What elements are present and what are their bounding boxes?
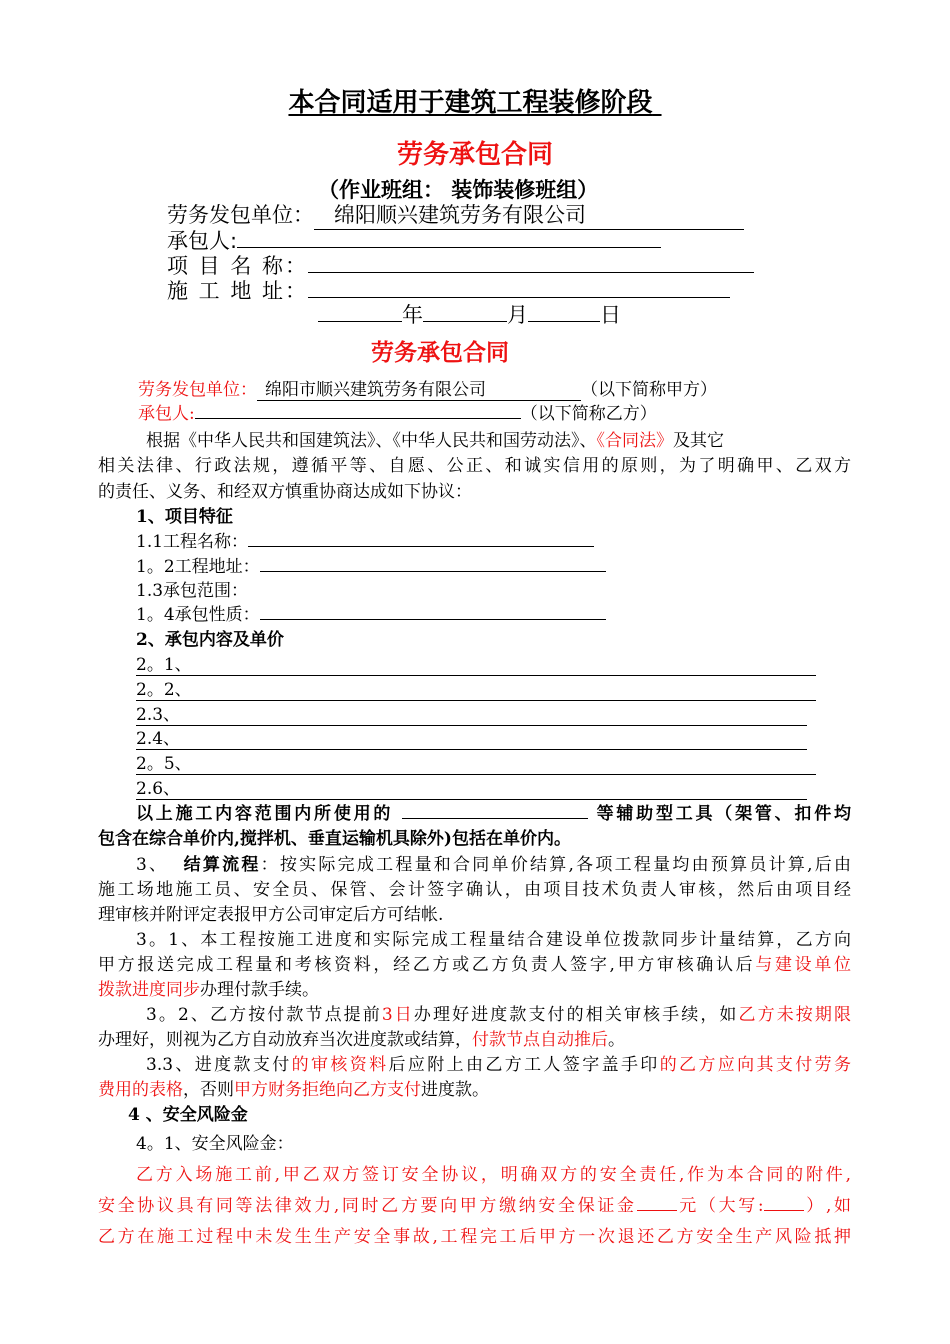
tools-line-1: 以上施工内容范围内所使用的 等辅助型工具（架管、扣件均 (136, 799, 851, 824)
deposit-amount-input[interactable] (637, 1193, 677, 1211)
party-issuer-value[interactable]: 绵阳市顺兴建筑劳务有限公司 (257, 375, 581, 401)
party-issuer-row: 劳务发包单位： 绵阳市顺兴建筑劳务有限公司 （以下简称甲方） (138, 375, 717, 401)
project-name-field[interactable] (308, 251, 754, 273)
contract-nature-input[interactable] (260, 602, 606, 620)
section-1-heading: 1、项目特征 (136, 507, 233, 527)
preamble-line-2: 相关法律、行政法规，遵循平等、自愿、公正、和诚实信用的原则，为了明确甲、乙双方 (98, 456, 851, 476)
project-name-label: 项 目 名 称： (167, 254, 309, 278)
tools-input[interactable] (402, 801, 588, 819)
risk-line-1: 乙方入场施工前,甲乙双方签订安全协议，明确双方的安全责任,作为本合同的附件, (136, 1165, 851, 1185)
section-3-line-3: 理审核并附评定表报甲方公司审定后方可结帐. (98, 905, 444, 925)
item-2-4[interactable]: 2.4、 (136, 724, 807, 750)
item-4-1: 4。1、安全风险金： (136, 1134, 294, 1154)
item-2-1[interactable]: 2。1、 (136, 650, 816, 676)
site-address-field[interactable] (308, 276, 730, 298)
day-field[interactable] (528, 300, 600, 322)
risk-line-2: 安全协议具有同等法律效力,同时乙方要向甲方缴纳安全保证金 元（大写: ）,如 (98, 1191, 851, 1216)
contractor-label: 承包人: (167, 229, 238, 253)
project-address-input[interactable] (260, 554, 606, 572)
month-field[interactable] (423, 300, 507, 322)
item-3-1-line-1: 3。1、本工程按施工进度和实际完成工程量结合建设单位拨款同步计量结算，乙方向 (136, 930, 851, 950)
item-2-2[interactable]: 2。2、 (136, 675, 816, 701)
item-2-6[interactable]: 2.6、 (136, 774, 807, 800)
project-name-input[interactable] (248, 529, 594, 547)
item-2-5[interactable]: 2。5、 (136, 749, 816, 775)
section-3-line-2: 施工场地施工员、安全员、保管、会计签字确认，由项目技术负责人审核，然后由项目经 (98, 880, 851, 900)
item-3-2-line-2: 办理好，则视为乙方自动放弃当次进度款或结算，付款节点自动推后。 (98, 1030, 625, 1050)
preamble-line-1: 根据《中华人民共和国建筑法》、《中华人民共和国劳动法》、《合同法》及其它 (146, 431, 724, 451)
party-contractor-row: 承包人: （以下简称乙方） (138, 399, 657, 424)
preamble-line-3: 的责任、义务、和经双方慎重协商达成如下协议： (98, 482, 472, 502)
date-row: 年 月 日 (318, 299, 621, 329)
site-address-label: 施 工 地 址： (167, 279, 309, 303)
deposit-amount-words-input[interactable] (764, 1193, 804, 1211)
tools-line-2: 包含在综合单价内,搅拌机、垂直运输机具除外)包括在单价内。 (98, 829, 571, 849)
item-3-1-line-3: 拨款进度同步办理付款手续。 (98, 980, 319, 1000)
item-1-1: 1.1工程名称： (136, 527, 594, 552)
item-2-3[interactable]: 2.3、 (136, 700, 807, 726)
scope-title: 本合同适用于建筑工程装修阶段 (288, 88, 653, 118)
item-3-3-line-1: 3.3、进度款支付的审核资料后应附上由乙方工人签字盖手印的乙方应向其支付劳务 (146, 1055, 852, 1075)
item-3-2-line-1: 3。2、乙方按付款节点提前3日办理好进度款支付的相关审核手续，如乙方未按期限 (146, 1005, 851, 1025)
team-label: （作业班组： 装饰装修班组） (318, 178, 599, 202)
section-3-line-1: 3、 结算流程：按实际完成工程量和合同单价结算,各项工程量均由预算员计算,后由 (136, 855, 852, 875)
issuer-label: 劳务发包单位： (167, 203, 314, 227)
item-1-3: 1.3承包范围： (136, 581, 249, 601)
item-1-4: 1。4承包性质： (136, 600, 606, 625)
party-contractor-field[interactable] (195, 401, 521, 419)
risk-line-3: 乙方在施工过程中未发生生产安全事故,工程完工后甲方一次退还乙方安全生产风险抵押 (98, 1227, 851, 1247)
item-3-1-line-2: 甲方报送完成工程量和考核资料，经乙方或乙方负责人签字,甲方审核确认后与建设单位 (98, 955, 852, 975)
contract-title: 劳务承包合同 (396, 140, 553, 170)
issuer-value[interactable]: 绵阳顺兴建筑劳务有限公司 (314, 199, 744, 230)
contractor-field[interactable] (237, 226, 661, 248)
section-2-heading: 2、承包内容及单价 (136, 630, 284, 650)
item-3-3-line-2: 费用的表格，否则甲方财务拒绝向乙方支付进度款。 (98, 1080, 489, 1100)
year-field[interactable] (318, 300, 402, 322)
section-title: 劳务承包合同 (371, 340, 509, 366)
section-4-heading: 4 、安全风险金 (128, 1105, 248, 1125)
item-1-2: 1。2工程地址： (136, 552, 606, 577)
